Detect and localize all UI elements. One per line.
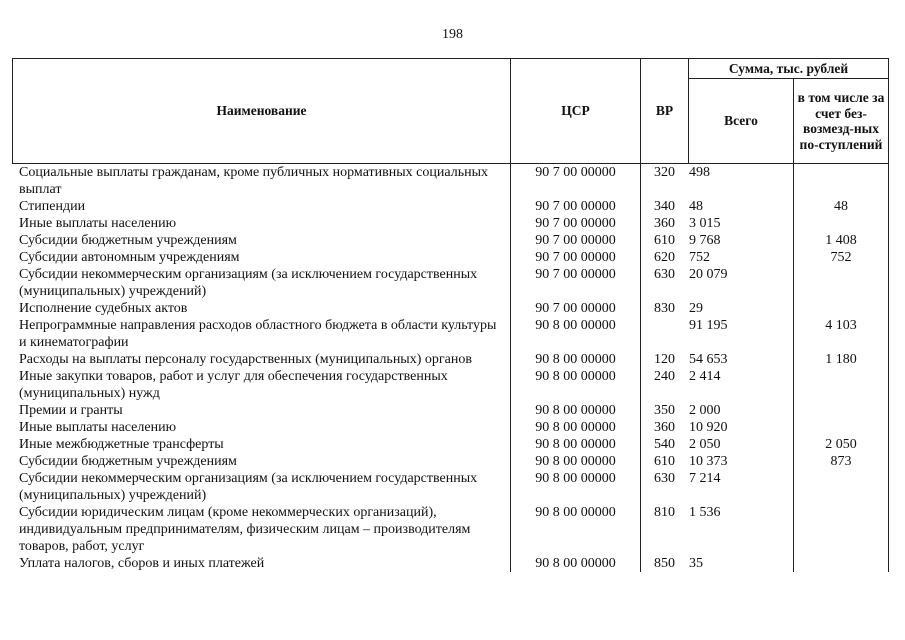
cell-name: Субсидии некоммерческим организациям (за исключением государственных (муниципальных) учреждений) <box>19 267 478 299</box>
cell-vr <box>641 317 689 351</box>
table-row <box>13 402 889 419</box>
cell-name: Стипендии <box>19 199 86 214</box>
cell-total: 752 <box>689 250 710 265</box>
page-number: 198 <box>442 27 463 42</box>
cell-vr: 540 <box>641 436 689 453</box>
header-incl-free: в том числе за счет без-возмезд-ных по-ступлений <box>794 79 889 164</box>
header-vr: ВР <box>641 59 689 164</box>
cell-total: 91 195 <box>689 318 728 333</box>
cell-vr: 610 <box>641 232 689 249</box>
cell-vr: 620 <box>641 249 689 266</box>
cell-total: 2 050 <box>689 437 721 452</box>
cell-total: 29 <box>689 301 703 316</box>
cell-csr: 90 7 00 00000 <box>511 300 641 317</box>
cell-name: Иные межбюджетные трансферты <box>19 437 224 452</box>
cell-total: 1 536 <box>689 505 721 520</box>
cell-vr: 360 <box>641 215 689 232</box>
cell-csr: 90 7 00 00000 <box>511 215 641 232</box>
cell-name: Субсидии автономным учреждениям <box>19 250 240 265</box>
table-row <box>13 249 889 266</box>
cell-csr: 90 8 00 00000 <box>511 351 641 368</box>
cell-name: Социальные выплаты гражданам, кроме публичных нормативных социальных выплат <box>19 165 488 197</box>
table-row <box>13 555 889 572</box>
cell-free <box>794 504 889 555</box>
table-row <box>13 198 889 215</box>
cell-total: 2 000 <box>689 403 721 418</box>
table-row <box>13 419 889 436</box>
cell-vr: 350 <box>641 402 689 419</box>
cell-vr: 850 <box>641 555 689 572</box>
cell-free <box>794 419 889 436</box>
header-csr: ЦСР <box>511 59 641 164</box>
cell-free: 752 <box>794 249 889 266</box>
cell-vr: 340 <box>641 198 689 215</box>
cell-csr: 90 7 00 00000 <box>511 232 641 249</box>
cell-free <box>794 300 889 317</box>
table-row <box>13 368 889 402</box>
cell-vr: 630 <box>641 470 689 504</box>
header-total: Всего <box>689 79 794 164</box>
table-row <box>13 164 889 199</box>
cell-vr: 830 <box>641 300 689 317</box>
cell-total: 3 015 <box>689 216 721 231</box>
header-name: Наименование <box>13 59 511 164</box>
cell-total: 498 <box>689 165 710 180</box>
cell-name: Премии и гранты <box>19 403 123 418</box>
cell-name: Исполнение судебных актов <box>19 301 188 316</box>
table-row <box>13 351 889 368</box>
cell-free <box>794 470 889 504</box>
cell-free <box>794 402 889 419</box>
table-row <box>13 215 889 232</box>
cell-vr: 240 <box>641 368 689 402</box>
cell-vr: 810 <box>641 504 689 555</box>
cell-total: 9 768 <box>689 233 721 248</box>
header-sum: Сумма, тыс. рублей <box>689 59 889 79</box>
cell-free <box>794 215 889 232</box>
cell-csr: 90 8 00 00000 <box>511 504 641 555</box>
cell-csr: 90 7 00 00000 <box>511 198 641 215</box>
cell-csr: 90 8 00 00000 <box>511 419 641 436</box>
cell-total: 48 <box>689 199 703 214</box>
cell-free <box>794 555 889 572</box>
cell-vr: 610 <box>641 453 689 470</box>
cell-csr: 90 7 00 00000 <box>511 164 641 199</box>
cell-name: Субсидии юридическим лицам (кроме некоммерческих организаций), индивидуальным предпринимателям, физическим лицам – производителям товаров, работ, услуг <box>19 505 471 554</box>
cell-total: 10 373 <box>689 454 728 469</box>
cell-total: 10 920 <box>689 420 728 435</box>
cell-free <box>794 266 889 300</box>
table-row <box>13 266 889 300</box>
cell-vr: 320 <box>641 164 689 199</box>
table-row <box>13 504 889 555</box>
cell-free: 48 <box>794 198 889 215</box>
cell-vr: 360 <box>641 419 689 436</box>
table-row <box>13 300 889 317</box>
cell-name: Иные закупки товаров, работ и услуг для обеспечения государственных (муниципальных) нужд <box>19 369 448 401</box>
table-row <box>13 436 889 453</box>
cell-total: 54 653 <box>689 352 728 367</box>
cell-vr: 120 <box>641 351 689 368</box>
cell-name: Уплата налогов, сборов и иных платежей <box>19 556 265 571</box>
cell-csr: 90 7 00 00000 <box>511 266 641 300</box>
cell-free: 1 180 <box>794 351 889 368</box>
cell-total: 20 079 <box>689 267 728 282</box>
table-row <box>13 232 889 249</box>
cell-name: Субсидии бюджетным учреждениям <box>19 233 237 248</box>
cell-name: Расходы на выплаты персоналу государственных (муниципальных) органов <box>19 352 472 367</box>
cell-free <box>794 368 889 402</box>
cell-csr: 90 8 00 00000 <box>511 402 641 419</box>
cell-free: 2 050 <box>794 436 889 453</box>
cell-csr: 90 7 00 00000 <box>511 249 641 266</box>
cell-csr: 90 8 00 00000 <box>511 368 641 402</box>
cell-total: 2 414 <box>689 369 721 384</box>
cell-free: 1 408 <box>794 232 889 249</box>
table-row <box>13 470 889 504</box>
cell-csr: 90 8 00 00000 <box>511 555 641 572</box>
cell-name: Субсидии некоммерческим организациям (за исключением государственных (муниципальных) учреждений) <box>19 471 478 503</box>
cell-name: Иные выплаты населению <box>19 420 177 435</box>
cell-csr: 90 8 00 00000 <box>511 317 641 351</box>
cell-csr: 90 8 00 00000 <box>511 436 641 453</box>
cell-free <box>794 164 889 199</box>
cell-name: Иные выплаты населению <box>19 216 177 231</box>
cell-csr: 90 8 00 00000 <box>511 453 641 470</box>
cell-free: 4 103 <box>794 317 889 351</box>
table-header <box>13 59 889 164</box>
cell-name: Субсидии бюджетным учреждениям <box>19 454 237 469</box>
cell-total: 35 <box>689 556 703 571</box>
cell-vr: 630 <box>641 266 689 300</box>
cell-name: Непрограммные направления расходов областного бюджета в области культуры и кинематографии <box>19 318 497 350</box>
table-body <box>13 164 889 573</box>
cell-free: 873 <box>794 453 889 470</box>
table-row <box>13 453 889 470</box>
table-row <box>13 317 889 351</box>
budget-table <box>12 58 889 572</box>
cell-csr: 90 8 00 00000 <box>511 470 641 504</box>
cell-total: 7 214 <box>689 471 721 486</box>
